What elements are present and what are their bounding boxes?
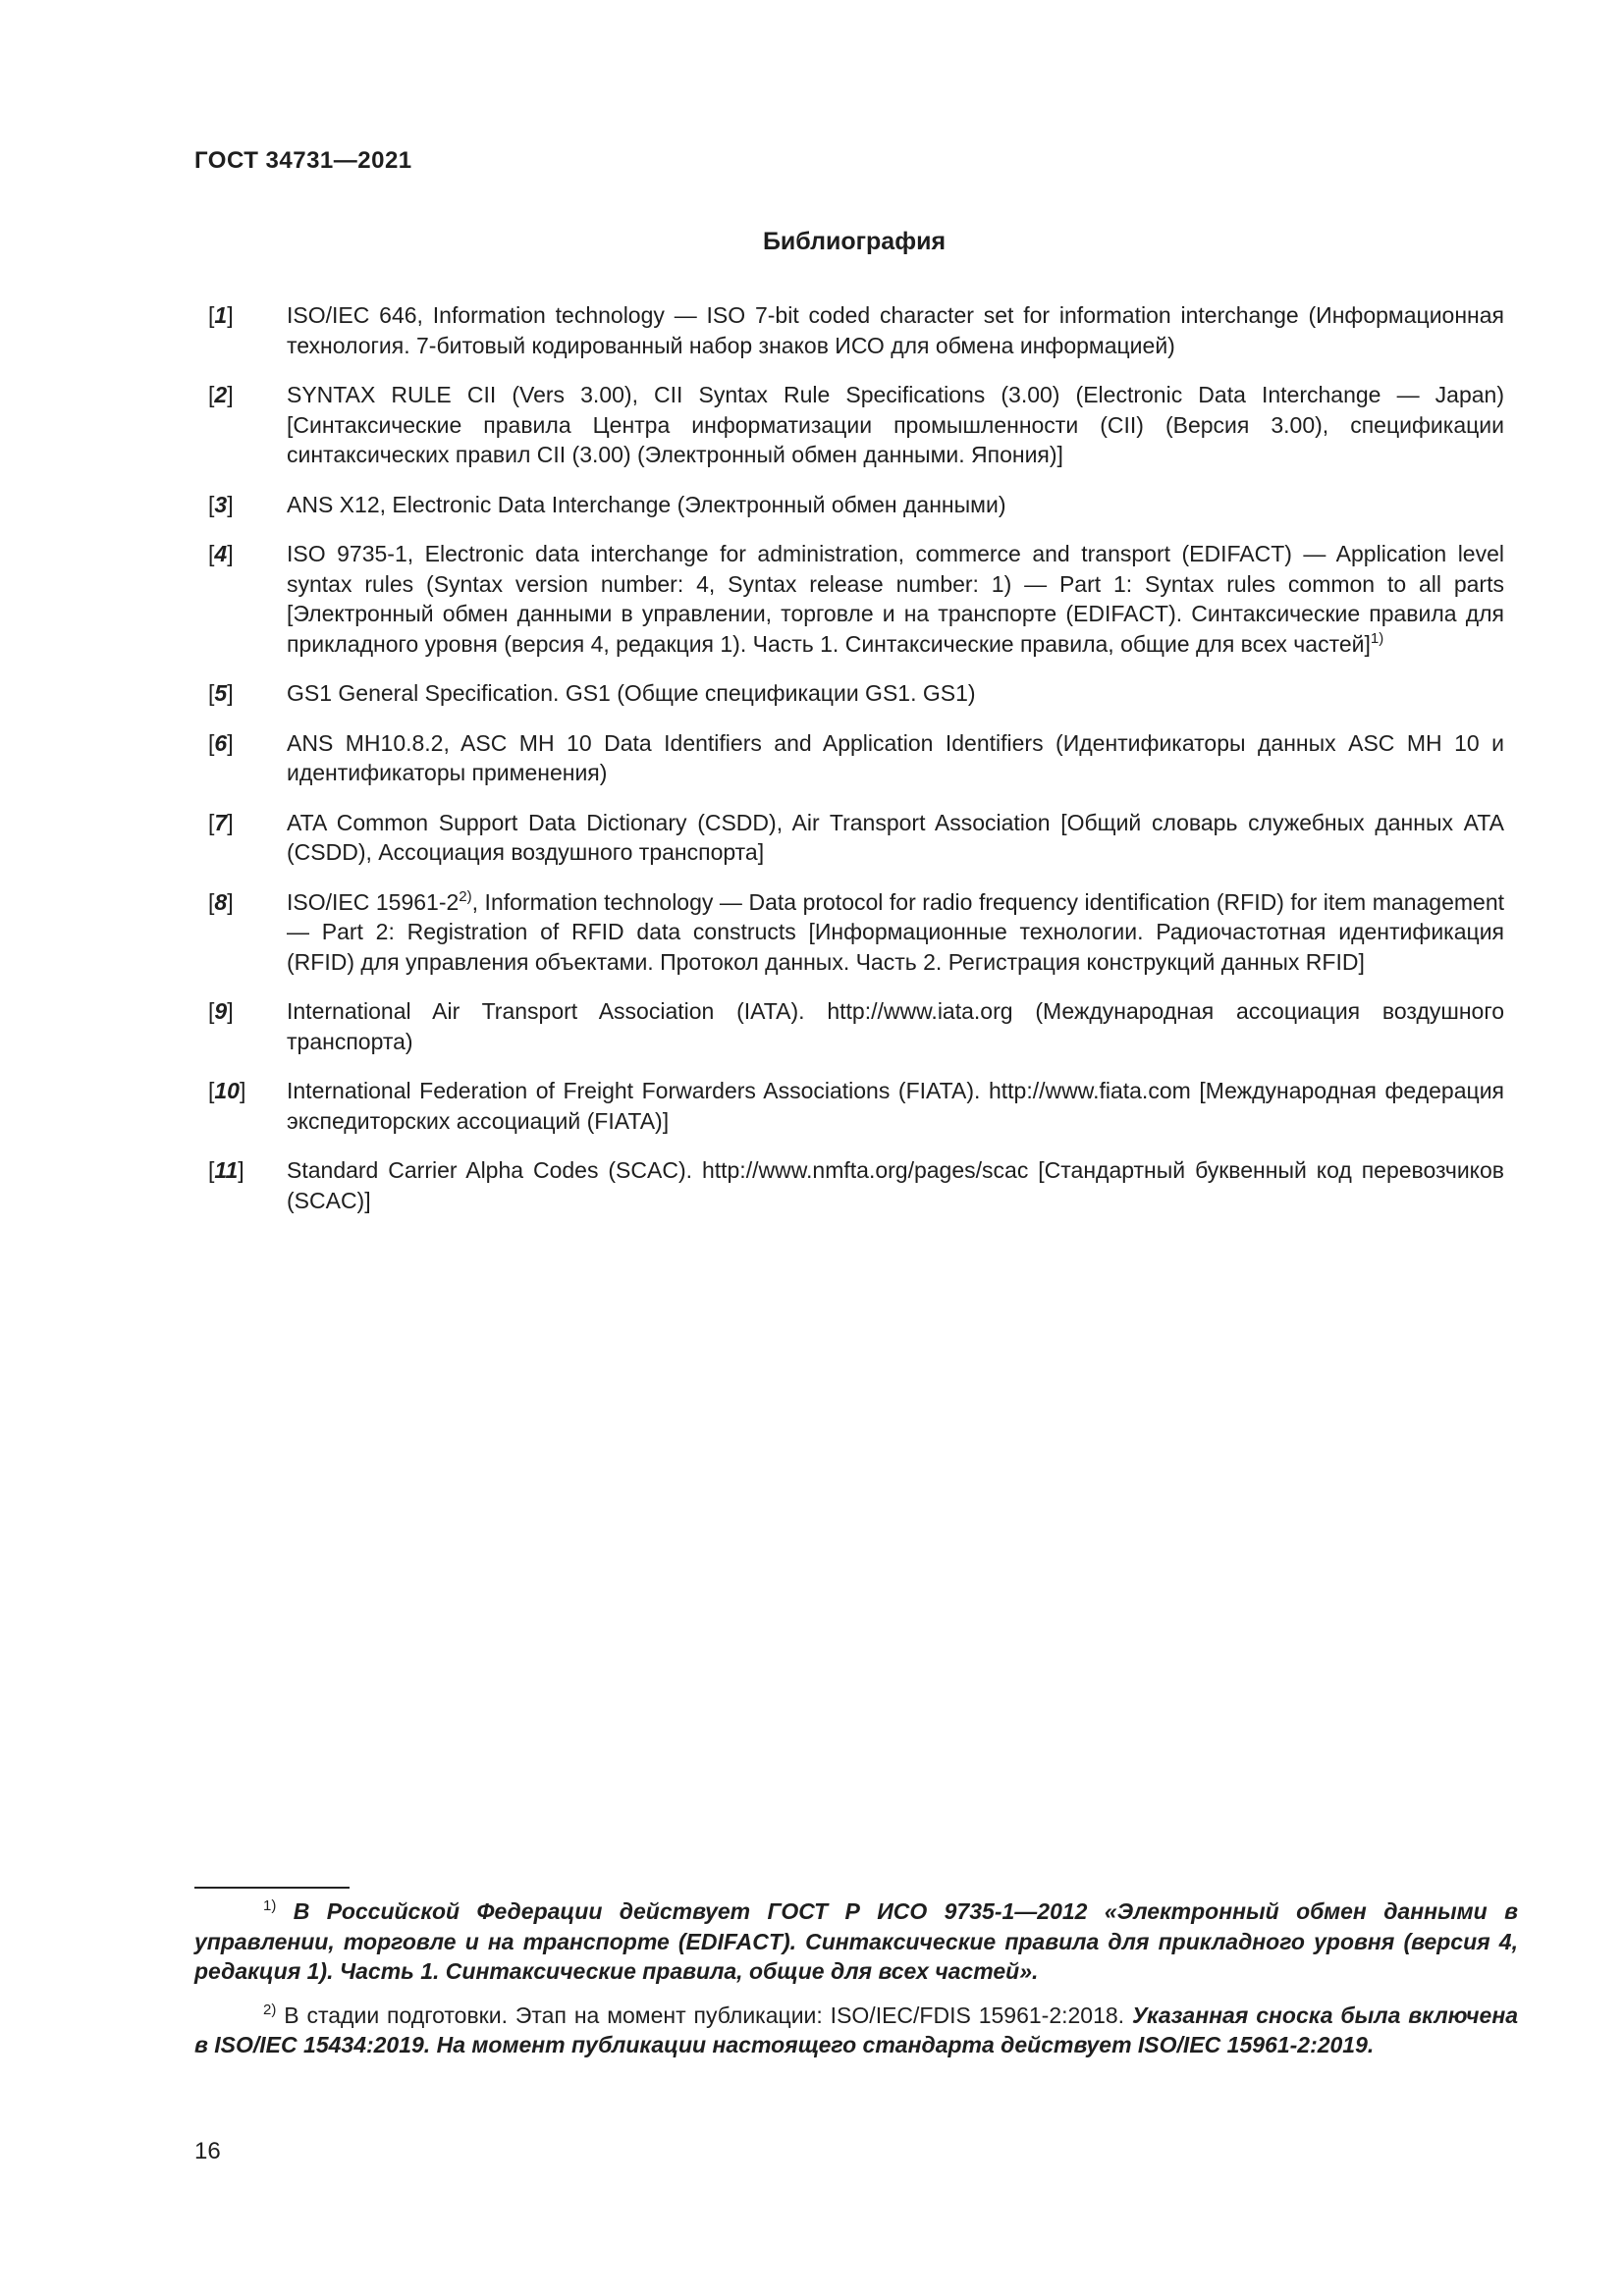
reference-label: [1]: [208, 302, 234, 328]
bibliography-entry: [208, 887, 1504, 978]
reference-text: International Federation of Freight Forwarders Associations (FIATA). http://www.fiata.com [Международная федерация экспедиторских ассоциаций (FIATA)]: [287, 1078, 1504, 1134]
footnote: [194, 1896, 1518, 1987]
bibliography-entry: [208, 490, 1504, 520]
reference-label: [4]: [208, 541, 234, 566]
bibliography-entry: [208, 539, 1504, 659]
reference-number: 11: [214, 1157, 239, 1183]
footnote-marker: 1): [1370, 629, 1384, 647]
bibliography-entry: [208, 380, 1504, 470]
reference-number: 10: [214, 1078, 240, 1103]
footnote-marker: 2): [263, 2001, 277, 2018]
footnote-emphasis: Указанная сноска была включена в ISO/IEC 15434:2019. На момент публикации настоящего стандарта действует ISO/IEC 15961-2:2019.: [194, 2002, 1519, 2057]
footnote-separator: [194, 1887, 350, 1889]
reference-text: ISO/IEC 646, Information technology — ISO 7-bit coded character set for information interchange (Информационная технология. 7-битовый кодированный набор знаков ИСО для обмена информацией): [287, 302, 1504, 358]
bibliography-entry: [208, 808, 1504, 868]
reference-text-with-note: [287, 539, 1504, 659]
footnote-text: В стадии подготовки. Этап на момент публикации: ISO/IEC/FDIS 15961-2:2018.: [284, 2002, 1132, 2028]
reference-label: [5]: [208, 680, 234, 706]
bibliography-entry: [208, 1155, 1504, 1215]
reference-text: ANS MH10.8.2, ASC MH 10 Data Identifiers and Application Identifiers (Идентификаторы данных ASC MH 10 и идентификаторы применения): [287, 729, 1504, 785]
reference-number: 3: [214, 491, 228, 517]
bibliography-entry: [208, 728, 1504, 788]
reference-text: SYNTAX RULE CII (Vers 3.00), CII Syntax Rule Specifications (3.00) (Electronic Data Interchange — Japan) [Синтаксические правила Центра информатизации промышленности (CII) (Версия 3.00), спецификации синтаксических правил CII (3.00) (Электронный обмен данными. Япония)]: [287, 382, 1504, 467]
page-number: 16: [194, 2138, 221, 2164]
reference-label: [9]: [208, 998, 234, 1024]
footnote-emphasis: В Российской Федерации действует ГОСТ Р ИСО 9735-1—2012 «Электронный обмен данными в управлении, торговле и на транспорте (EDIFACT). Синтаксические правила для прикладного уровня (версия 4, редакция 1). Часть 1. Синтаксические правила, общие для всех частей».: [194, 1898, 1518, 1984]
bibliography-list: [208, 300, 1504, 1235]
reference-number: 2: [214, 382, 228, 407]
reference-number: 9: [214, 998, 228, 1024]
reference-label: [6]: [208, 729, 234, 756]
footnotes: [194, 1896, 1518, 2074]
bibliography-entry: [208, 300, 1504, 360]
reference-text-start: ISO/IEC 15961-2: [287, 888, 460, 915]
reference-number: 4: [214, 541, 228, 566]
footnote: [194, 2001, 1518, 2060]
reference-text: International Air Transport Association (IATA). http://www.iata.org (Международная ассоциация воздушного транспорта): [287, 998, 1504, 1054]
section-title: Библиография: [762, 228, 947, 255]
footnote-marker: 2): [459, 887, 472, 905]
document-id: ГОСТ 34731—2021: [194, 147, 412, 174]
reference-text: GS1 General Specification. GS1 (Общие спецификации GS1. GS1): [287, 680, 976, 706]
reference-text-end: , Information technology — Data protocol for radio frequency identification (RFID) for item management — Part 2: Registration of RFID data constructs [Информационные технологии. Радиочастотная идентификация (RFID) для управления объектами. Протокол данных. Часть 2. Регистрация конструкций данных RFID]: [287, 888, 1504, 975]
reference-number: 5: [214, 680, 228, 706]
reference-text: ISO 9735-1, Electronic data interchange for administration, commerce and transport (EDIFACT) — Application level syntax rules (Syntax version number: 4, Syntax release number: 1) — Part 1: Syntax rules common to all parts [Электронный обмен данными в управлении, торговле и на транспорте (EDIFACT). Синтаксические правила для прикладного уровня (версия 4, редакция 1). Часть 1. Синтаксические правила, общие для всех частей]: [287, 541, 1504, 657]
reference-label: [8]: [208, 888, 234, 915]
reference-number: 7: [214, 809, 228, 835]
reference-label: [7]: [208, 809, 234, 835]
bibliography-entry: [208, 678, 1504, 709]
reference-number: 1: [214, 302, 228, 328]
reference-text: ATA Common Support Data Dictionary (CSDD), Air Transport Association [Общий словарь служебных данных ATA (CSDD), Ассоциация воздушного транспорта]: [287, 809, 1504, 865]
reference-number: 8: [214, 888, 228, 915]
bibliography-entry: [208, 1076, 1504, 1136]
reference-number: 6: [214, 729, 228, 756]
reference-label: [2]: [208, 382, 234, 407]
reference-text-with-note: [287, 887, 1504, 978]
bibliography-entry: [208, 996, 1504, 1056]
reference-text: Standard Carrier Alpha Codes (SCAC). http://www.nmfta.org/pages/scac [Стандартный буквенный код перевозчиков (SCAC)]: [287, 1157, 1504, 1213]
reference-label: [11]: [208, 1157, 244, 1183]
reference-label: [10]: [208, 1078, 246, 1103]
reference-text: ANS X12, Electronic Data Interchange (Электронный обмен данными): [287, 491, 1006, 517]
footnote-marker: 1): [263, 1897, 277, 1914]
reference-label: [3]: [208, 491, 234, 517]
